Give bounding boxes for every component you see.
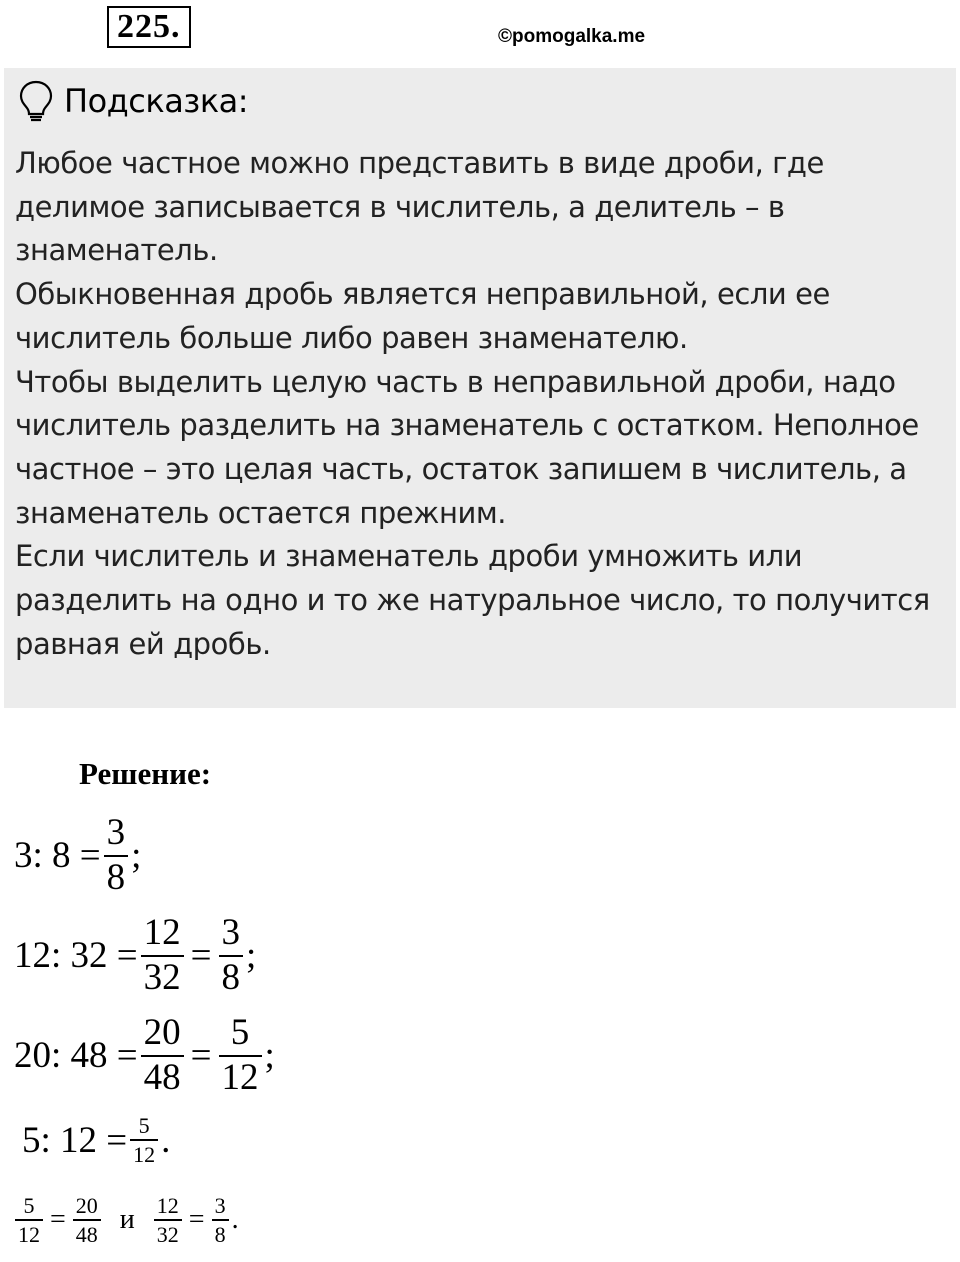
hint-header [18,76,248,126]
hint-paragraph: Чтобы выделить целую часть в неправильной дроби, надо числитель разделить на знаменатель с остатком. Неполное частное – это целая часть, остаток запишем в числитель, а знаменатель остается прежним. [15,364,919,530]
fraction [141,1014,184,1098]
equation-end: ; [131,835,142,877]
equation-end: ; [246,935,257,977]
denominator: 8 [104,855,129,898]
fraction [130,1114,158,1166]
solution-title: Решение: [79,756,212,791]
fraction [154,1194,182,1246]
denominator: 32 [154,1219,182,1246]
numerator: 5 [230,1012,250,1053]
equation-1 [14,814,141,898]
denominator: 48 [73,1219,101,1246]
fraction [141,914,184,998]
equation-4 [22,1114,170,1166]
numerator: 3 [106,812,126,853]
equation-lhs: 20: 48 = [14,1035,138,1077]
numerator: 5 [138,1113,150,1138]
equation-lhs: 12: 32 = [14,935,138,977]
equation-2 [14,914,256,998]
denominator: 8 [219,955,244,998]
numerator: 3 [221,912,241,953]
fraction [212,1194,229,1246]
numerator: 20 [75,1193,98,1218]
hint-paragraph: Если числитель и знаменатель дроби умножить или разделить на одно и то же натуральное число, то получится равная ей дробь. [15,539,930,661]
equation-lhs: 3: 8 = [14,835,101,877]
denominator: 12 [130,1139,158,1166]
source-watermark: ©pomogalka.me [498,26,646,47]
equation-5 [12,1194,239,1246]
denominator: 12 [219,1055,262,1098]
equals-sign: = [188,1204,205,1236]
numerator: 12 [156,1193,179,1218]
hint-box [4,68,956,708]
equation-3 [14,1014,275,1098]
equation-end: . [231,1204,239,1236]
hint-paragraph: Обыкновенная дробь является неправильной, если ее числитель больше либо равен знаменателю. [15,277,830,355]
conjunction: и [119,1204,135,1236]
equals-sign: = [50,1204,66,1236]
denominator: 12 [15,1219,43,1246]
numerator: 12 [143,912,181,953]
denominator: 32 [141,955,184,998]
lightbulb-icon [18,79,54,123]
fraction [219,1014,262,1098]
equals-sign: = [190,935,212,977]
fraction [219,914,244,998]
equals-sign: = [190,1035,212,1077]
numerator: 20 [143,1012,181,1053]
denominator: 8 [212,1219,229,1246]
equation-end: ; [264,1035,275,1077]
equation-end: . [161,1119,171,1161]
numerator: 3 [214,1193,226,1218]
fraction [73,1194,101,1246]
fraction [15,1194,43,1246]
denominator: 48 [141,1055,184,1098]
numerator: 5 [23,1193,35,1218]
hint-title: Подсказка: [64,82,249,120]
fraction [104,814,129,898]
hint-paragraph: Любое частное можно представить в виде дроби, где делимое записывается в числитель, а делитель – в знаменатель. [15,146,824,268]
hint-text [15,142,940,666]
task-number: 225. [107,6,191,48]
equation-lhs: 5: 12 = [22,1119,128,1161]
